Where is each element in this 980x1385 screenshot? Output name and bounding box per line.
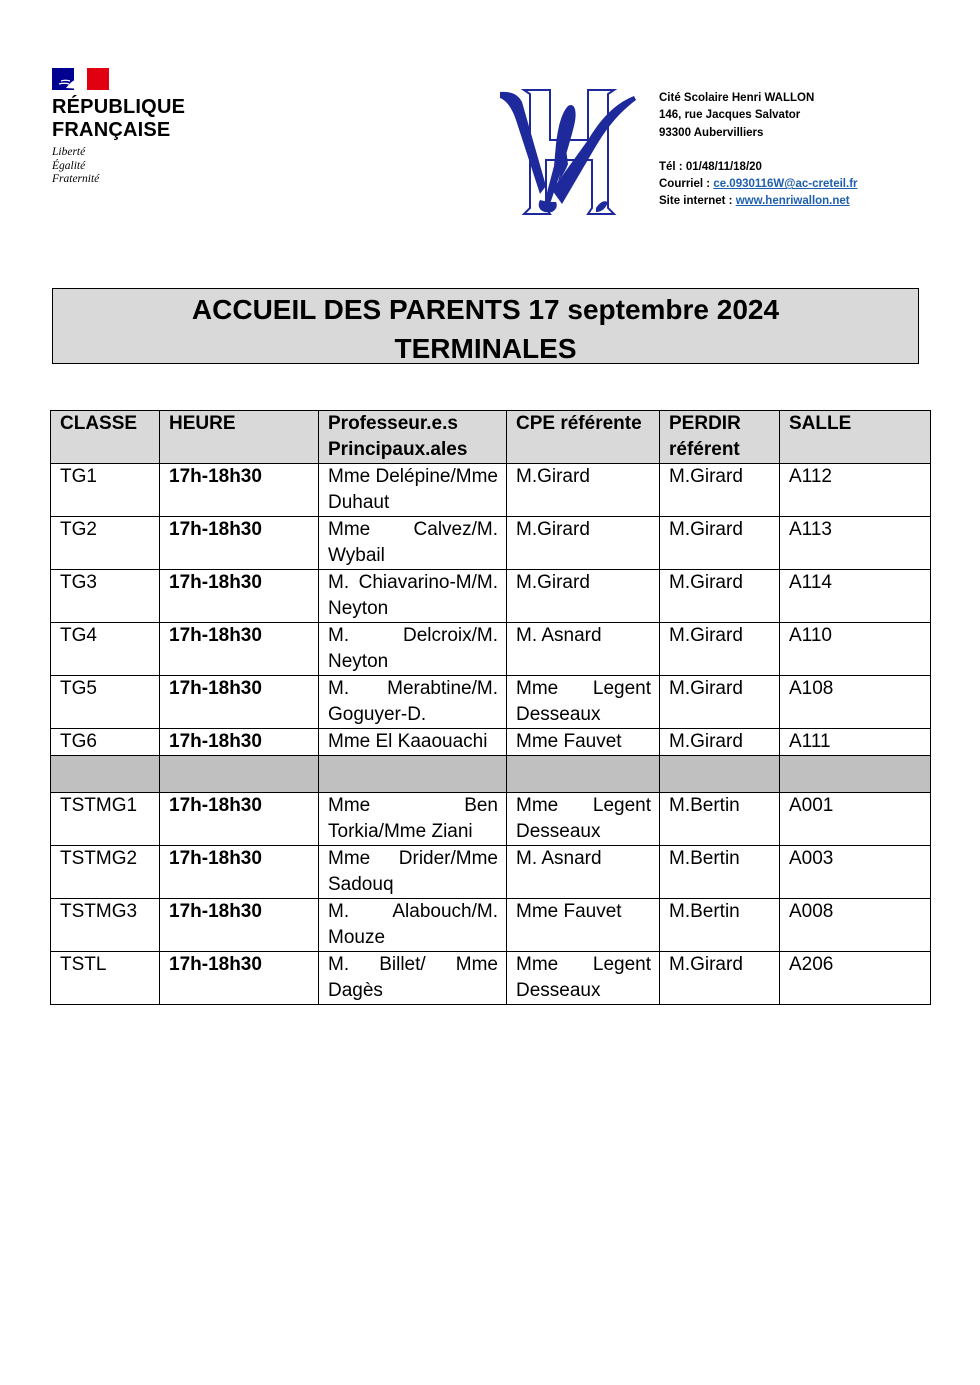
email-label: Courriel : <box>659 178 714 191</box>
cell-heure: 17h-18h30 <box>160 899 319 952</box>
table-row <box>51 846 931 899</box>
cell-heure: 17h-18h30 <box>160 846 319 899</box>
cell-perdir: M.Girard <box>660 570 780 623</box>
cell-heure: 17h-18h30 <box>160 676 319 729</box>
cell-classe: TSTMG2 <box>51 846 160 899</box>
republique-francaise-block <box>52 68 232 187</box>
table-row <box>51 952 931 1005</box>
cell-salle: A206 <box>780 952 931 1005</box>
cell-professeurs: M. Merabtine/M. Goguyer-D. <box>319 676 507 729</box>
cell-classe: TG2 <box>51 517 160 570</box>
header-classe: CLASSE <box>51 411 160 464</box>
motto-egalite: Égalité <box>52 159 86 172</box>
school-address: 146, rue Jacques Salvator <box>659 109 801 122</box>
cell-cpe: M.Girard <box>507 570 660 623</box>
separator-row <box>51 756 931 793</box>
cell-heure: 17h-18h30 <box>160 729 319 756</box>
cell-professeurs: Mme Calvez/M. Wybail <box>319 517 507 570</box>
cell-heure: 17h-18h30 <box>160 517 319 570</box>
school-site-line <box>659 193 959 210</box>
cell-perdir: M.Girard <box>660 952 780 1005</box>
cell-professeurs: M. Billet/ Mme Dagès <box>319 952 507 1005</box>
cell-cpe: Mme Legent Desseaux <box>507 952 660 1005</box>
cell-cpe: M.Girard <box>507 464 660 517</box>
republique-name-line2: FRANÇAISE <box>52 119 171 141</box>
cell-professeurs: Mme Delépine/Mme Duhaut <box>319 464 507 517</box>
cell-classe: TG1 <box>51 464 160 517</box>
cell-heure: 17h-18h30 <box>160 793 319 846</box>
cell-cpe: Mme Fauvet <box>507 729 660 756</box>
cell-classe: TG3 <box>51 570 160 623</box>
cell-salle: A112 <box>780 464 931 517</box>
cell-heure: 17h-18h30 <box>160 623 319 676</box>
cell-professeurs: M. Delcroix/M. Neyton <box>319 623 507 676</box>
table-row <box>51 793 931 846</box>
cell-salle: A008 <box>780 899 931 952</box>
school-tel: Tél : 01/48/11/18/20 <box>659 160 762 173</box>
cell-classe: TG6 <box>51 729 160 756</box>
cell-classe: TSTMG1 <box>51 793 160 846</box>
cell-salle: A001 <box>780 793 931 846</box>
motto-liberte: Liberté <box>52 146 86 158</box>
cell-classe: TG5 <box>51 676 160 729</box>
cell-salle: A111 <box>780 729 931 756</box>
cell-professeurs: M. Chiavarino-M/M. Neyton <box>319 570 507 623</box>
cell-heure: 17h-18h30 <box>160 952 319 1005</box>
motto-fraternite: Fraternité <box>52 173 100 185</box>
cell-perdir: M.Bertin <box>660 899 780 952</box>
table-row <box>51 729 931 756</box>
cell-salle: A003 <box>780 846 931 899</box>
school-email-line <box>659 176 959 193</box>
header-heure: HEURE <box>160 411 319 464</box>
cell-perdir: M.Girard <box>660 623 780 676</box>
republique-name <box>52 96 232 142</box>
schedule-table <box>50 410 931 1005</box>
cell-perdir: M.Bertin <box>660 846 780 899</box>
republique-motto <box>52 146 232 187</box>
henri-wallon-logo <box>496 86 641 218</box>
table-row <box>51 676 931 729</box>
cell-salle: A108 <box>780 676 931 729</box>
cell-classe: TSTL <box>51 952 160 1005</box>
header-professeurs: Professeur.e.s Principaux.ales <box>319 411 507 464</box>
header-salle: SALLE <box>780 411 931 464</box>
cell-professeurs: Mme Ben Torkia/Mme Ziani <box>319 793 507 846</box>
site-link[interactable]: www.henriwallon.net <box>735 195 850 208</box>
header-perdir: PERDIR référent <box>660 411 780 464</box>
cell-salle: A114 <box>780 570 931 623</box>
cell-perdir: M.Girard <box>660 676 780 729</box>
cell-cpe: M.Girard <box>507 517 660 570</box>
cell-salle: A113 <box>780 517 931 570</box>
cell-perdir: M.Bertin <box>660 793 780 846</box>
cell-cpe: M. Asnard <box>507 623 660 676</box>
cell-cpe: Mme Fauvet <box>507 899 660 952</box>
cell-professeurs: Mme El Kaaouachi <box>319 729 507 756</box>
republique-name-line1: RÉPUBLIQUE <box>52 96 186 118</box>
cell-perdir: M.Girard <box>660 729 780 756</box>
school-info <box>659 90 959 211</box>
site-label: Site internet : <box>659 195 736 208</box>
cell-professeurs: Mme Drider/Mme Sadouq <box>319 846 507 899</box>
header-cpe: CPE référente <box>507 411 660 464</box>
cell-cpe: Mme Legent Desseaux <box>507 793 660 846</box>
table-row <box>51 899 931 952</box>
title-line2: TERMINALES <box>394 333 577 364</box>
table-row <box>51 623 931 676</box>
cell-heure: 17h-18h30 <box>160 464 319 517</box>
cell-salle: A110 <box>780 623 931 676</box>
school-name: Cité Scolaire Henri WALLON <box>659 92 815 104</box>
school-city: 93300 Aubervilliers <box>659 126 764 139</box>
cell-cpe: Mme Legent Desseaux <box>507 676 660 729</box>
table-row <box>51 517 931 570</box>
cell-professeurs: M. Alabouch/M. Mouze <box>319 899 507 952</box>
marianne-flag-icon <box>52 68 109 90</box>
table-header-row <box>51 411 931 464</box>
cell-cpe: M. Asnard <box>507 846 660 899</box>
email-link[interactable]: ce.0930116W@ac-creteil.fr <box>713 178 858 191</box>
cell-perdir: M.Girard <box>660 464 780 517</box>
cell-heure: 17h-18h30 <box>160 570 319 623</box>
table-row <box>51 464 931 517</box>
table-row <box>51 570 931 623</box>
title-line1: ACCUEIL DES PARENTS 17 septembre 2024 <box>191 294 780 325</box>
cell-perdir: M.Girard <box>660 517 780 570</box>
document-title <box>52 288 919 364</box>
cell-classe: TSTMG3 <box>51 899 160 952</box>
cell-classe: TG4 <box>51 623 160 676</box>
